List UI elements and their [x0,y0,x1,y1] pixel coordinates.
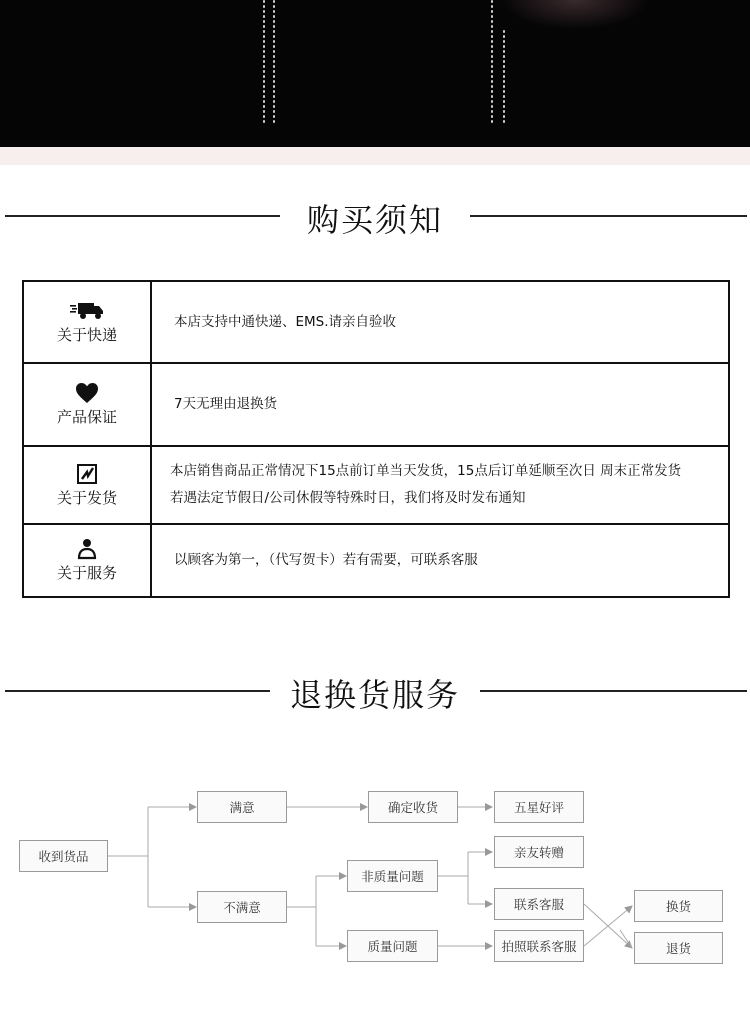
chain-link [263,5,265,8]
chain-link [503,50,505,53]
chain-link [503,105,505,108]
chain-link [273,55,275,58]
info-text: 本店销售商品正常情况下15点前订单当天发货，15点后订单延顺至次日 周末正常发货 [170,463,682,479]
flow-node-return: 退货 [634,932,723,964]
chain-link [491,100,493,103]
chain-link [273,115,275,118]
chain-link [273,90,275,93]
chain-link [491,50,493,53]
photo-bottom-strip [0,147,750,165]
info-row-guarantee [24,364,728,447]
chain-link [263,120,265,123]
chain-link [263,10,265,13]
info-cell-label [24,364,152,445]
flow-node-gift: 亲友转赠 [494,836,584,868]
info-content [174,282,720,362]
chain-link [273,25,275,28]
info-text: 7天无理由退换货 [174,396,278,412]
chain-link [503,100,505,103]
chain-link [491,90,493,93]
chain-link [263,65,265,68]
chain-link [503,45,505,48]
chain-link [273,65,275,68]
flow-node-five-star: 五星好评 [494,791,584,823]
chain-link [491,70,493,73]
chain-link [263,115,265,118]
necklace-chain-left-2 [272,0,276,125]
chain-link [273,70,275,73]
chain-link [273,75,275,78]
chain-link [273,20,275,23]
flow-node-exchange: 换货 [634,890,723,922]
flow-node-photo-contact: 拍照联系客服 [494,930,584,962]
chain-link [273,15,275,18]
chain-link [503,85,505,88]
chain-link [263,50,265,53]
chain-link [503,80,505,83]
chain-link [491,120,493,123]
chain-link [263,105,265,108]
chain-link [263,45,265,48]
chain-link [273,85,275,88]
chain-link [503,35,505,38]
purchase-notes-table [22,280,730,598]
chain-link [263,90,265,93]
info-content [170,447,720,523]
chain-link [273,10,275,13]
chain-link [491,10,493,13]
chain-link [491,5,493,8]
product-photo [0,0,750,147]
chain-link [273,35,275,38]
chain-link [503,110,505,113]
section-title-purchase-notes: 购买须知 [0,195,750,241]
info-cell-label [24,447,152,523]
chain-link [263,55,265,58]
chain-link [491,15,493,18]
necklace-chain-left [262,0,266,125]
chain-link [263,0,265,3]
chain-link [503,30,505,33]
chain-link [503,75,505,78]
info-content [174,525,720,596]
chain-link [273,120,275,123]
chain-link [273,30,275,33]
flow-node-received: 收到货品 [19,840,108,872]
flow-node-non-quality: 非质量问题 [347,860,438,892]
info-text: 本店支持中通快递、EMS.请亲自验收 [174,313,397,330]
chain-link [491,85,493,88]
necklace-chain-right [490,0,494,125]
truck-icon [70,300,104,322]
chain-link [503,60,505,63]
chain-link [273,100,275,103]
chain-link [503,95,505,98]
chain-link [263,60,265,63]
chain-link [263,110,265,113]
chain-link [491,20,493,23]
chain-link [491,60,493,63]
chain-link [503,115,505,118]
chain-link [491,40,493,43]
chain-link [491,80,493,83]
chain-link [273,105,275,108]
chain-link [491,35,493,38]
flow-node-confirm: 确定收货 [368,791,458,823]
chain-link [491,105,493,108]
info-row-shipping [24,447,728,525]
chain-link [491,110,493,113]
chain-link [273,45,275,48]
chain-link [491,45,493,48]
info-text: 若遇法定节假日/公司休假等特殊时日，我们将及时发布通知 [170,490,526,506]
info-label: 关于快递 [56,325,117,344]
chain-link [263,40,265,43]
shipping-mark-icon [76,463,98,485]
flow-node-contact: 联系客服 [494,888,584,920]
info-cell-label [24,282,152,362]
info-label: 关于服务 [56,564,117,582]
info-row-express [24,282,728,364]
chain-link [491,0,493,3]
chain-link [503,120,505,123]
chain-link [263,25,265,28]
person-icon [77,538,97,560]
chain-link [273,95,275,98]
chain-link [273,80,275,83]
chain-link [273,40,275,43]
chain-link [263,85,265,88]
flow-node-unsatisfied: 不满意 [197,891,287,923]
chain-link [503,70,505,73]
info-row-service [24,525,728,596]
chain-link [263,100,265,103]
chain-link [491,95,493,98]
chain-link [273,0,275,3]
info-cell-label [24,525,152,596]
chain-link [273,50,275,53]
chain-link [491,55,493,58]
chain-link [273,60,275,63]
chain-link [491,65,493,68]
chain-link [503,40,505,43]
chain-link [503,55,505,58]
chain-link [491,30,493,33]
info-label: 产品保证 [56,408,117,426]
info-content [174,364,720,445]
chain-link [503,65,505,68]
flow-node-satisfied: 满意 [197,791,287,823]
section-title-returns: 退换货服务 [0,670,750,716]
chain-link [491,75,493,78]
chain-link [491,25,493,28]
chain-link [263,80,265,83]
chain-link [273,110,275,113]
chain-link [263,75,265,78]
photo-shadow [500,0,650,30]
chain-link [263,15,265,18]
info-text: 以顾客为第一，（代写贺卡）若有需要，可联系客服 [174,552,478,568]
chain-link [263,30,265,33]
chain-link [263,95,265,98]
chain-link [503,90,505,93]
return-flow-chart [0,760,750,1000]
flow-node-quality: 质量问题 [347,930,438,962]
info-label: 关于发货 [56,488,117,507]
chain-link [491,115,493,118]
heart-icon [75,382,99,404]
chain-link [263,70,265,73]
chain-link [263,20,265,23]
chain-link [273,5,275,8]
chain-link [263,35,265,38]
